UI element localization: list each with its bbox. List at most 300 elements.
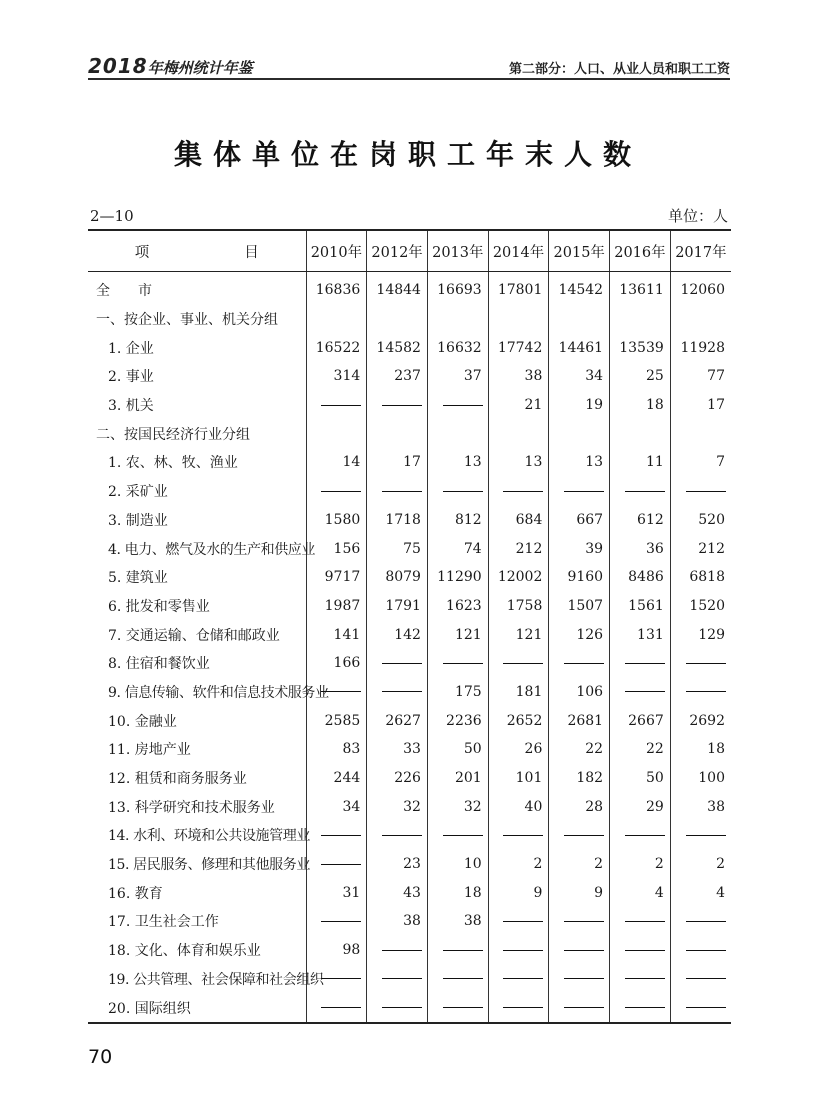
value-cell: 74 bbox=[427, 534, 488, 563]
value-cell: 23 bbox=[367, 850, 428, 879]
no-data-dash bbox=[564, 1007, 604, 1008]
no-data-cell bbox=[488, 965, 549, 994]
page-title: 集体单位在岗职工年末人数 bbox=[173, 138, 642, 171]
value-cell: 9 bbox=[488, 878, 549, 907]
value-cell: 1507 bbox=[549, 592, 610, 621]
value-cell: 37 bbox=[427, 362, 488, 391]
no-data-dash bbox=[321, 1007, 361, 1008]
no-data-cell bbox=[367, 936, 428, 965]
value-cell bbox=[670, 305, 731, 334]
value-cell: 6818 bbox=[670, 563, 731, 592]
no-data-dash bbox=[382, 1007, 422, 1008]
part-title: 第二部分：人口、从业人员和职工工资 bbox=[508, 62, 730, 77]
value-cell: 21 bbox=[488, 391, 549, 420]
row-label: 3. 制造业 bbox=[108, 512, 168, 529]
value-cell: 26 bbox=[488, 735, 549, 764]
row-label: 二、按国民经济行业分组 bbox=[96, 426, 250, 443]
no-data-cell bbox=[427, 391, 488, 420]
table-row bbox=[88, 391, 731, 420]
row-label: 13. 科学研究和技术服务业 bbox=[108, 799, 275, 816]
no-data-dash bbox=[564, 921, 604, 922]
no-data-cell bbox=[367, 965, 428, 994]
no-data-cell bbox=[610, 678, 671, 707]
value-cell: 77 bbox=[670, 362, 731, 391]
running-header bbox=[88, 54, 730, 80]
table-row bbox=[88, 477, 731, 506]
table-row bbox=[88, 534, 731, 563]
value-cell: 43 bbox=[367, 878, 428, 907]
column-header-year: 2017年 bbox=[670, 230, 731, 272]
no-data-cell bbox=[367, 821, 428, 850]
value-cell: 75 bbox=[367, 534, 428, 563]
table-row bbox=[88, 592, 731, 621]
no-data-cell bbox=[610, 907, 671, 936]
no-data-dash bbox=[564, 835, 604, 836]
no-data-cell bbox=[549, 907, 610, 936]
no-data-cell bbox=[670, 678, 731, 707]
page-number: 70 bbox=[88, 1046, 113, 1068]
no-data-cell bbox=[488, 936, 549, 965]
column-header-item: 项 目 bbox=[88, 230, 306, 272]
yearbook-year: 2018 bbox=[88, 54, 148, 78]
value-cell bbox=[610, 419, 671, 448]
value-cell: 1623 bbox=[427, 592, 488, 621]
value-cell: 1561 bbox=[610, 592, 671, 621]
no-data-dash bbox=[625, 1007, 665, 1008]
value-cell: 17742 bbox=[488, 333, 549, 362]
value-cell: 10 bbox=[427, 850, 488, 879]
table-row bbox=[88, 907, 731, 936]
no-data-dash bbox=[443, 978, 483, 979]
row-label: 19. 公共管理、社会保障和社会组织 bbox=[108, 971, 324, 988]
no-data-dash bbox=[625, 663, 665, 664]
value-cell: 100 bbox=[670, 764, 731, 793]
value-cell: 1987 bbox=[306, 592, 367, 621]
table-row bbox=[88, 305, 731, 334]
value-cell: 9160 bbox=[549, 563, 610, 592]
table-row bbox=[88, 448, 731, 477]
no-data-cell bbox=[610, 936, 671, 965]
table-row bbox=[88, 878, 731, 907]
table-row bbox=[88, 649, 731, 678]
value-cell bbox=[488, 419, 549, 448]
value-cell: 38 bbox=[367, 907, 428, 936]
table-row bbox=[88, 735, 731, 764]
no-data-dash bbox=[686, 921, 726, 922]
no-data-cell bbox=[670, 936, 731, 965]
no-data-cell bbox=[427, 821, 488, 850]
value-cell: 14542 bbox=[549, 272, 610, 305]
no-data-cell bbox=[427, 993, 488, 1023]
value-cell: 612 bbox=[610, 506, 671, 535]
row-label: 20. 国际组织 bbox=[88, 993, 306, 1023]
value-cell: 32 bbox=[367, 792, 428, 821]
row-label: 7. 交通运输、仓储和邮政业 bbox=[108, 627, 280, 644]
no-data-dash bbox=[686, 835, 726, 836]
value-cell bbox=[670, 419, 731, 448]
no-data-dash bbox=[321, 978, 361, 979]
no-data-cell bbox=[610, 965, 671, 994]
value-cell: 2 bbox=[670, 850, 731, 879]
no-data-dash bbox=[443, 1007, 483, 1008]
no-data-cell bbox=[549, 936, 610, 965]
row-label: 一、按企业、事业、机关分组 bbox=[96, 312, 278, 329]
value-cell: 38 bbox=[427, 907, 488, 936]
value-cell: 13 bbox=[488, 448, 549, 477]
value-cell: 38 bbox=[488, 362, 549, 391]
value-cell: 11 bbox=[610, 448, 671, 477]
table-number: 2—10 bbox=[90, 207, 134, 225]
no-data-dash bbox=[443, 491, 483, 492]
value-cell: 106 bbox=[549, 678, 610, 707]
value-cell: 2667 bbox=[610, 706, 671, 735]
value-cell: 2692 bbox=[670, 706, 731, 735]
statistics-table bbox=[88, 229, 731, 1024]
no-data-dash bbox=[321, 691, 361, 692]
value-cell: 13 bbox=[427, 448, 488, 477]
row-label: 2. 事业 bbox=[108, 369, 154, 386]
column-header-year: 2014年 bbox=[488, 230, 549, 272]
value-cell: 244 bbox=[306, 764, 367, 793]
row-label: 2. 采矿业 bbox=[108, 484, 168, 501]
no-data-dash bbox=[503, 663, 543, 664]
table-row bbox=[88, 821, 731, 850]
value-cell: 32 bbox=[427, 792, 488, 821]
no-data-cell bbox=[670, 821, 731, 850]
no-data-cell bbox=[367, 678, 428, 707]
row-label: 3. 机关 bbox=[108, 398, 154, 415]
value-cell: 34 bbox=[549, 362, 610, 391]
no-data-dash bbox=[382, 691, 422, 692]
table-row bbox=[88, 965, 731, 994]
table-row bbox=[88, 419, 731, 448]
value-cell: 2 bbox=[610, 850, 671, 879]
no-data-cell bbox=[549, 477, 610, 506]
value-cell: 12060 bbox=[670, 272, 731, 305]
value-cell: 156 bbox=[306, 534, 367, 563]
value-cell: 141 bbox=[306, 620, 367, 649]
value-cell: 7 bbox=[670, 448, 731, 477]
no-data-dash bbox=[321, 491, 361, 492]
row-label: 10. 金融业 bbox=[108, 713, 177, 730]
value-cell bbox=[610, 305, 671, 334]
value-cell: 17801 bbox=[488, 272, 549, 305]
value-cell: 2627 bbox=[367, 706, 428, 735]
row-label: 18. 文化、体育和娱乐业 bbox=[108, 943, 261, 960]
column-header-year: 2012年 bbox=[367, 230, 428, 272]
value-cell: 36 bbox=[610, 534, 671, 563]
value-cell: 201 bbox=[427, 764, 488, 793]
value-cell: 13 bbox=[549, 448, 610, 477]
row-label: 11. 房地产业 bbox=[108, 742, 191, 759]
no-data-dash bbox=[503, 491, 543, 492]
value-cell: 812 bbox=[427, 506, 488, 535]
column-header-year: 2013年 bbox=[427, 230, 488, 272]
no-data-dash bbox=[503, 1007, 543, 1008]
value-cell: 684 bbox=[488, 506, 549, 535]
row-label: 17. 卫生社会工作 bbox=[108, 914, 219, 931]
value-cell: 1791 bbox=[367, 592, 428, 621]
value-cell: 14582 bbox=[367, 333, 428, 362]
table-row bbox=[88, 706, 731, 735]
no-data-dash bbox=[382, 663, 422, 664]
value-cell: 166 bbox=[306, 649, 367, 678]
value-cell: 34 bbox=[306, 792, 367, 821]
value-cell: 33 bbox=[367, 735, 428, 764]
value-cell: 1758 bbox=[488, 592, 549, 621]
column-header-year: 2010年 bbox=[306, 230, 367, 272]
value-cell bbox=[549, 419, 610, 448]
no-data-dash bbox=[443, 835, 483, 836]
no-data-dash bbox=[503, 978, 543, 979]
no-data-dash bbox=[686, 950, 726, 951]
value-cell: 9 bbox=[549, 878, 610, 907]
no-data-cell bbox=[610, 477, 671, 506]
no-data-dash bbox=[321, 921, 361, 922]
value-cell: 1718 bbox=[367, 506, 428, 535]
value-cell bbox=[427, 305, 488, 334]
value-cell bbox=[306, 419, 367, 448]
value-cell: 667 bbox=[549, 506, 610, 535]
value-cell: 38 bbox=[670, 792, 731, 821]
table-row bbox=[88, 333, 731, 362]
no-data-dash bbox=[443, 405, 483, 406]
no-data-cell bbox=[306, 821, 367, 850]
value-cell: 29 bbox=[610, 792, 671, 821]
no-data-cell bbox=[488, 821, 549, 850]
no-data-cell bbox=[670, 965, 731, 994]
value-cell: 237 bbox=[367, 362, 428, 391]
no-data-dash bbox=[321, 835, 361, 836]
no-data-cell bbox=[306, 850, 367, 879]
no-data-dash bbox=[382, 405, 422, 406]
no-data-cell bbox=[427, 649, 488, 678]
no-data-cell bbox=[549, 821, 610, 850]
table-row bbox=[88, 563, 731, 592]
value-cell: 2652 bbox=[488, 706, 549, 735]
value-cell: 520 bbox=[670, 506, 731, 535]
value-cell: 2 bbox=[488, 850, 549, 879]
no-data-cell bbox=[610, 649, 671, 678]
no-data-dash bbox=[443, 950, 483, 951]
value-cell bbox=[367, 419, 428, 448]
table-row bbox=[88, 792, 731, 821]
no-data-cell bbox=[306, 993, 367, 1023]
no-data-cell bbox=[488, 907, 549, 936]
value-cell bbox=[549, 305, 610, 334]
no-data-dash bbox=[443, 663, 483, 664]
no-data-dash bbox=[321, 864, 361, 865]
no-data-dash bbox=[686, 663, 726, 664]
no-data-cell bbox=[670, 649, 731, 678]
value-cell: 14 bbox=[306, 448, 367, 477]
value-cell: 22 bbox=[549, 735, 610, 764]
value-cell: 2585 bbox=[306, 706, 367, 735]
table-row bbox=[88, 620, 731, 649]
value-cell: 83 bbox=[306, 735, 367, 764]
value-cell: 2236 bbox=[427, 706, 488, 735]
value-cell: 8079 bbox=[367, 563, 428, 592]
no-data-cell bbox=[367, 391, 428, 420]
no-data-dash bbox=[564, 950, 604, 951]
value-cell: 121 bbox=[427, 620, 488, 649]
value-cell: 129 bbox=[670, 620, 731, 649]
value-cell: 9717 bbox=[306, 563, 367, 592]
value-cell: 31 bbox=[306, 878, 367, 907]
no-data-dash bbox=[625, 950, 665, 951]
no-data-cell bbox=[549, 965, 610, 994]
value-cell: 12002 bbox=[488, 563, 549, 592]
value-cell: 4 bbox=[670, 878, 731, 907]
value-cell: 18 bbox=[610, 391, 671, 420]
value-cell: 16836 bbox=[306, 272, 367, 305]
value-cell: 39 bbox=[549, 534, 610, 563]
row-label: 12. 租赁和商务服务业 bbox=[108, 771, 247, 788]
no-data-cell bbox=[610, 993, 671, 1023]
table-header-row bbox=[88, 230, 731, 272]
value-cell: 18 bbox=[670, 735, 731, 764]
value-cell: 126 bbox=[549, 620, 610, 649]
value-cell: 28 bbox=[549, 792, 610, 821]
no-data-dash bbox=[625, 491, 665, 492]
no-data-dash bbox=[564, 663, 604, 664]
no-data-dash bbox=[686, 978, 726, 979]
table-body bbox=[88, 272, 731, 1023]
value-cell: 142 bbox=[367, 620, 428, 649]
no-data-dash bbox=[625, 835, 665, 836]
value-cell: 1580 bbox=[306, 506, 367, 535]
value-cell: 17 bbox=[367, 448, 428, 477]
no-data-cell bbox=[427, 965, 488, 994]
table-row bbox=[88, 936, 731, 965]
value-cell: 98 bbox=[306, 936, 367, 965]
no-data-cell bbox=[549, 649, 610, 678]
row-label: 4. 电力、燃气及水的生产和供应业 bbox=[108, 541, 316, 558]
value-cell: 11928 bbox=[670, 333, 731, 362]
no-data-cell bbox=[610, 821, 671, 850]
no-data-dash bbox=[382, 950, 422, 951]
yearbook-title bbox=[88, 54, 253, 78]
no-data-cell bbox=[427, 477, 488, 506]
no-data-dash bbox=[564, 978, 604, 979]
value-cell bbox=[367, 305, 428, 334]
table-row bbox=[88, 678, 731, 707]
no-data-dash bbox=[503, 950, 543, 951]
value-cell: 50 bbox=[610, 764, 671, 793]
no-data-cell bbox=[367, 649, 428, 678]
value-cell: 212 bbox=[670, 534, 731, 563]
value-cell bbox=[488, 305, 549, 334]
no-data-dash bbox=[625, 921, 665, 922]
row-label: 1. 企业 bbox=[108, 340, 154, 357]
no-data-dash bbox=[382, 835, 422, 836]
no-data-dash bbox=[382, 978, 422, 979]
no-data-dash bbox=[686, 491, 726, 492]
value-cell: 182 bbox=[549, 764, 610, 793]
row-label: 16. 教育 bbox=[108, 885, 163, 902]
value-cell: 131 bbox=[610, 620, 671, 649]
no-data-dash bbox=[625, 978, 665, 979]
value-cell bbox=[427, 419, 488, 448]
no-data-cell bbox=[306, 477, 367, 506]
row-label: 1. 农、林、牧、渔业 bbox=[108, 455, 238, 472]
row-label: 5. 建筑业 bbox=[108, 570, 168, 587]
value-cell: 226 bbox=[367, 764, 428, 793]
value-cell: 314 bbox=[306, 362, 367, 391]
value-cell: 14461 bbox=[549, 333, 610, 362]
value-cell: 8486 bbox=[610, 563, 671, 592]
no-data-cell bbox=[670, 477, 731, 506]
value-cell: 2681 bbox=[549, 706, 610, 735]
value-cell: 2 bbox=[549, 850, 610, 879]
row-label: 全 市 bbox=[96, 283, 152, 300]
value-cell: 1520 bbox=[670, 592, 731, 621]
unit-label: 单位：人 bbox=[667, 207, 728, 225]
yearbook-name: 年梅州统计年鉴 bbox=[147, 59, 253, 77]
value-cell bbox=[306, 305, 367, 334]
no-data-cell bbox=[670, 907, 731, 936]
no-data-dash bbox=[686, 1007, 726, 1008]
table-row bbox=[88, 764, 731, 793]
no-data-cell bbox=[549, 993, 610, 1023]
no-data-dash bbox=[503, 835, 543, 836]
row-label: 9. 信息传输、软件和信息技术服务业 bbox=[108, 684, 329, 701]
value-cell: 16522 bbox=[306, 333, 367, 362]
value-cell: 18 bbox=[427, 878, 488, 907]
table-row bbox=[88, 272, 731, 305]
row-label: 15. 居民服务、修理和其他服务业 bbox=[108, 857, 310, 874]
value-cell: 19 bbox=[549, 391, 610, 420]
no-data-cell bbox=[427, 936, 488, 965]
value-cell: 22 bbox=[610, 735, 671, 764]
value-cell: 212 bbox=[488, 534, 549, 563]
table-row bbox=[88, 993, 731, 1023]
no-data-dash bbox=[564, 491, 604, 492]
value-cell: 13539 bbox=[610, 333, 671, 362]
row-label: 6. 批发和零售业 bbox=[108, 598, 210, 615]
no-data-cell bbox=[488, 993, 549, 1023]
value-cell: 40 bbox=[488, 792, 549, 821]
no-data-dash bbox=[382, 491, 422, 492]
column-header-year: 2015年 bbox=[549, 230, 610, 272]
value-cell: 16693 bbox=[427, 272, 488, 305]
table-row bbox=[88, 362, 731, 391]
value-cell: 14844 bbox=[367, 272, 428, 305]
no-data-cell bbox=[488, 477, 549, 506]
value-cell: 101 bbox=[488, 764, 549, 793]
value-cell: 11290 bbox=[427, 563, 488, 592]
table-row bbox=[88, 506, 731, 535]
value-cell: 121 bbox=[488, 620, 549, 649]
value-cell: 25 bbox=[610, 362, 671, 391]
table-row bbox=[88, 850, 731, 879]
value-cell: 17 bbox=[670, 391, 731, 420]
no-data-dash bbox=[625, 691, 665, 692]
no-data-dash bbox=[503, 921, 543, 922]
no-data-cell bbox=[306, 907, 367, 936]
no-data-cell bbox=[367, 993, 428, 1023]
no-data-cell bbox=[488, 649, 549, 678]
value-cell: 4 bbox=[610, 878, 671, 907]
no-data-cell bbox=[670, 993, 731, 1023]
value-cell: 50 bbox=[427, 735, 488, 764]
no-data-dash bbox=[686, 691, 726, 692]
row-label: 8. 住宿和餐饮业 bbox=[108, 656, 210, 673]
no-data-cell bbox=[367, 477, 428, 506]
value-cell: 13611 bbox=[610, 272, 671, 305]
no-data-dash bbox=[321, 405, 361, 406]
value-cell: 16632 bbox=[427, 333, 488, 362]
